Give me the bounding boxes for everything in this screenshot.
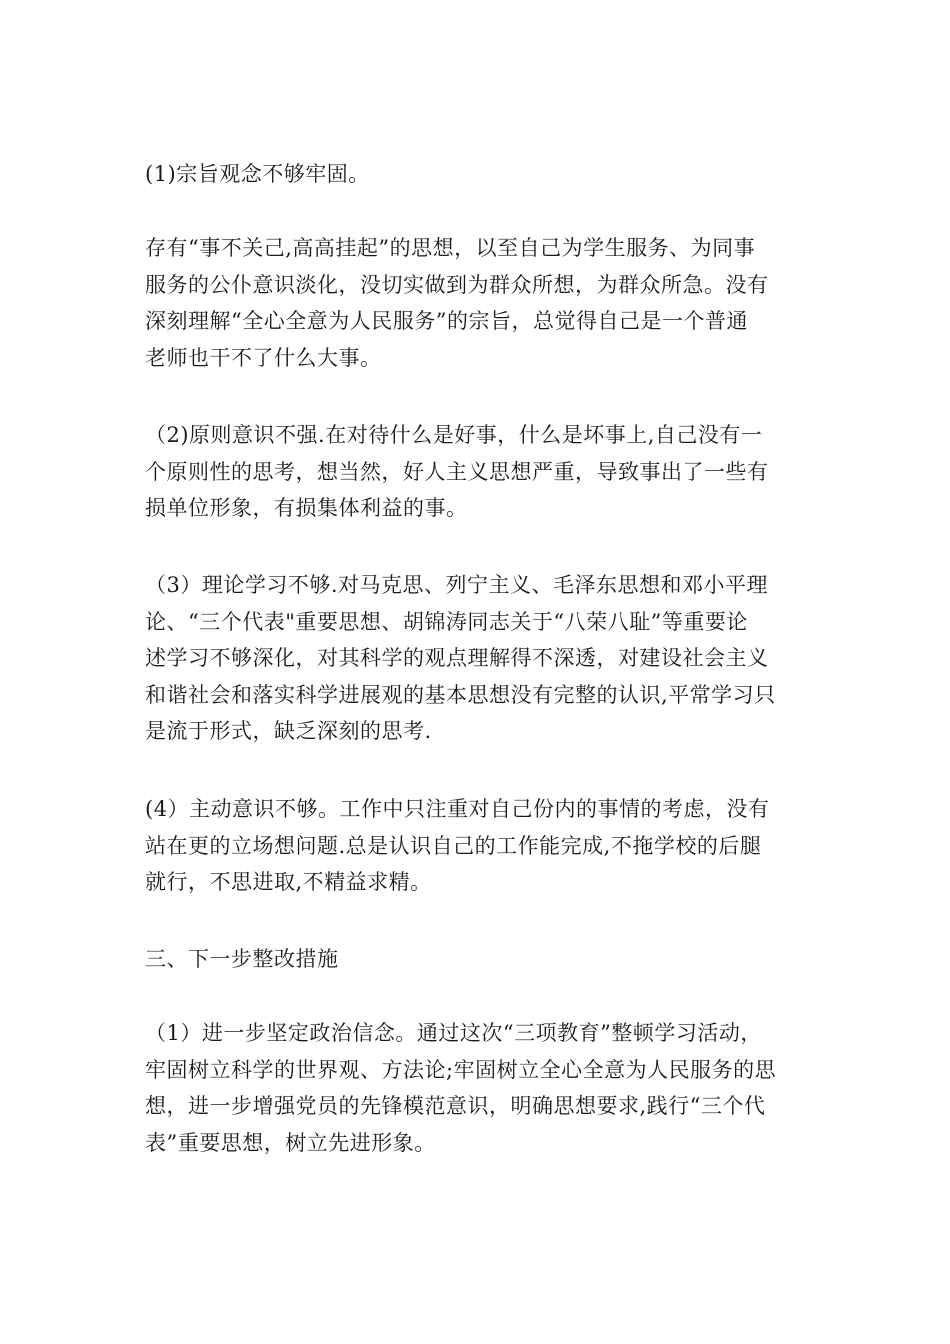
text-line: 三、下一步整改措施 — [145, 947, 339, 971]
paragraph-5-initiative — [145, 791, 810, 901]
text-line: 深刻理解“全心全意为人民服务”的宗旨，总觉得自己是一个普通 — [145, 309, 748, 333]
text-line: 站在更的立场想问题.总是认识自己的工作能完成,不拖学校的后腿 — [145, 833, 762, 858]
text-line: 是流于形式，缺乏深刻的思考. — [145, 719, 432, 743]
text-line: 老师也干不了什么大事。 — [145, 345, 382, 370]
text-line: 和谐社会和落实科学进展观的基本思想没有完整的认识,平常学习只 — [145, 682, 776, 707]
paragraph-4-theory — [145, 567, 810, 750]
section-heading — [145, 941, 810, 978]
text-line: 论、“三个代表"重要思想、胡锦涛同志关于“八荣八耻”等重要论 — [145, 609, 748, 634]
paragraph-3-principle — [145, 417, 810, 527]
text-line: 述学习不够深化，对其科学的观点理解得不深透，对建设社会主义 — [145, 646, 769, 670]
text-line: (1)宗旨观念不够牢固。 — [145, 162, 370, 186]
text-line: （3）理论学习不够.对马克思、列宁主义、毛泽东思想和邓小平理 — [145, 573, 769, 597]
text-line: 服务的公仆意识淡化，没切实做到为群众所想，为群众所急。没有 — [145, 272, 769, 297]
text-line: （2)原则意识不强.在对待什么是好事，什么是坏事上,自己没有一 — [145, 423, 763, 447]
text-line: 存有“事不关己,高高挂起”的思想，以至自己为学生服务、为同事 — [145, 236, 756, 260]
paragraph-2-body — [145, 230, 810, 376]
text-line: 个原则性的思考，想当然，好人主义思想严重，导致事出了一些有 — [145, 459, 769, 484]
text-line: 就行，不思进取,不精益求精。 — [145, 870, 432, 894]
text-line: 想，进一步增强党员的先锋模范意识，明确思想要求,践行“三个代 — [145, 1094, 766, 1118]
paragraph-7-measures — [145, 1015, 810, 1161]
text-line: 损单位形象，有损集体利益的事。 — [145, 496, 468, 520]
text-line: 表”重要思想，树立先进形象。 — [145, 1130, 436, 1155]
paragraph-1-heading — [145, 156, 810, 193]
text-line: 牢固树立科学的世界观、方法论;牢固树立全心全意为人民服务的思 — [145, 1057, 777, 1082]
text-line: (4）主动意识不够。工作中只注重对自己份内的事情的考虑，没有 — [145, 797, 770, 821]
text-line: （1）进一步坚定政治信念。通过这次“三项教育”整顿学习活动， — [145, 1021, 762, 1045]
